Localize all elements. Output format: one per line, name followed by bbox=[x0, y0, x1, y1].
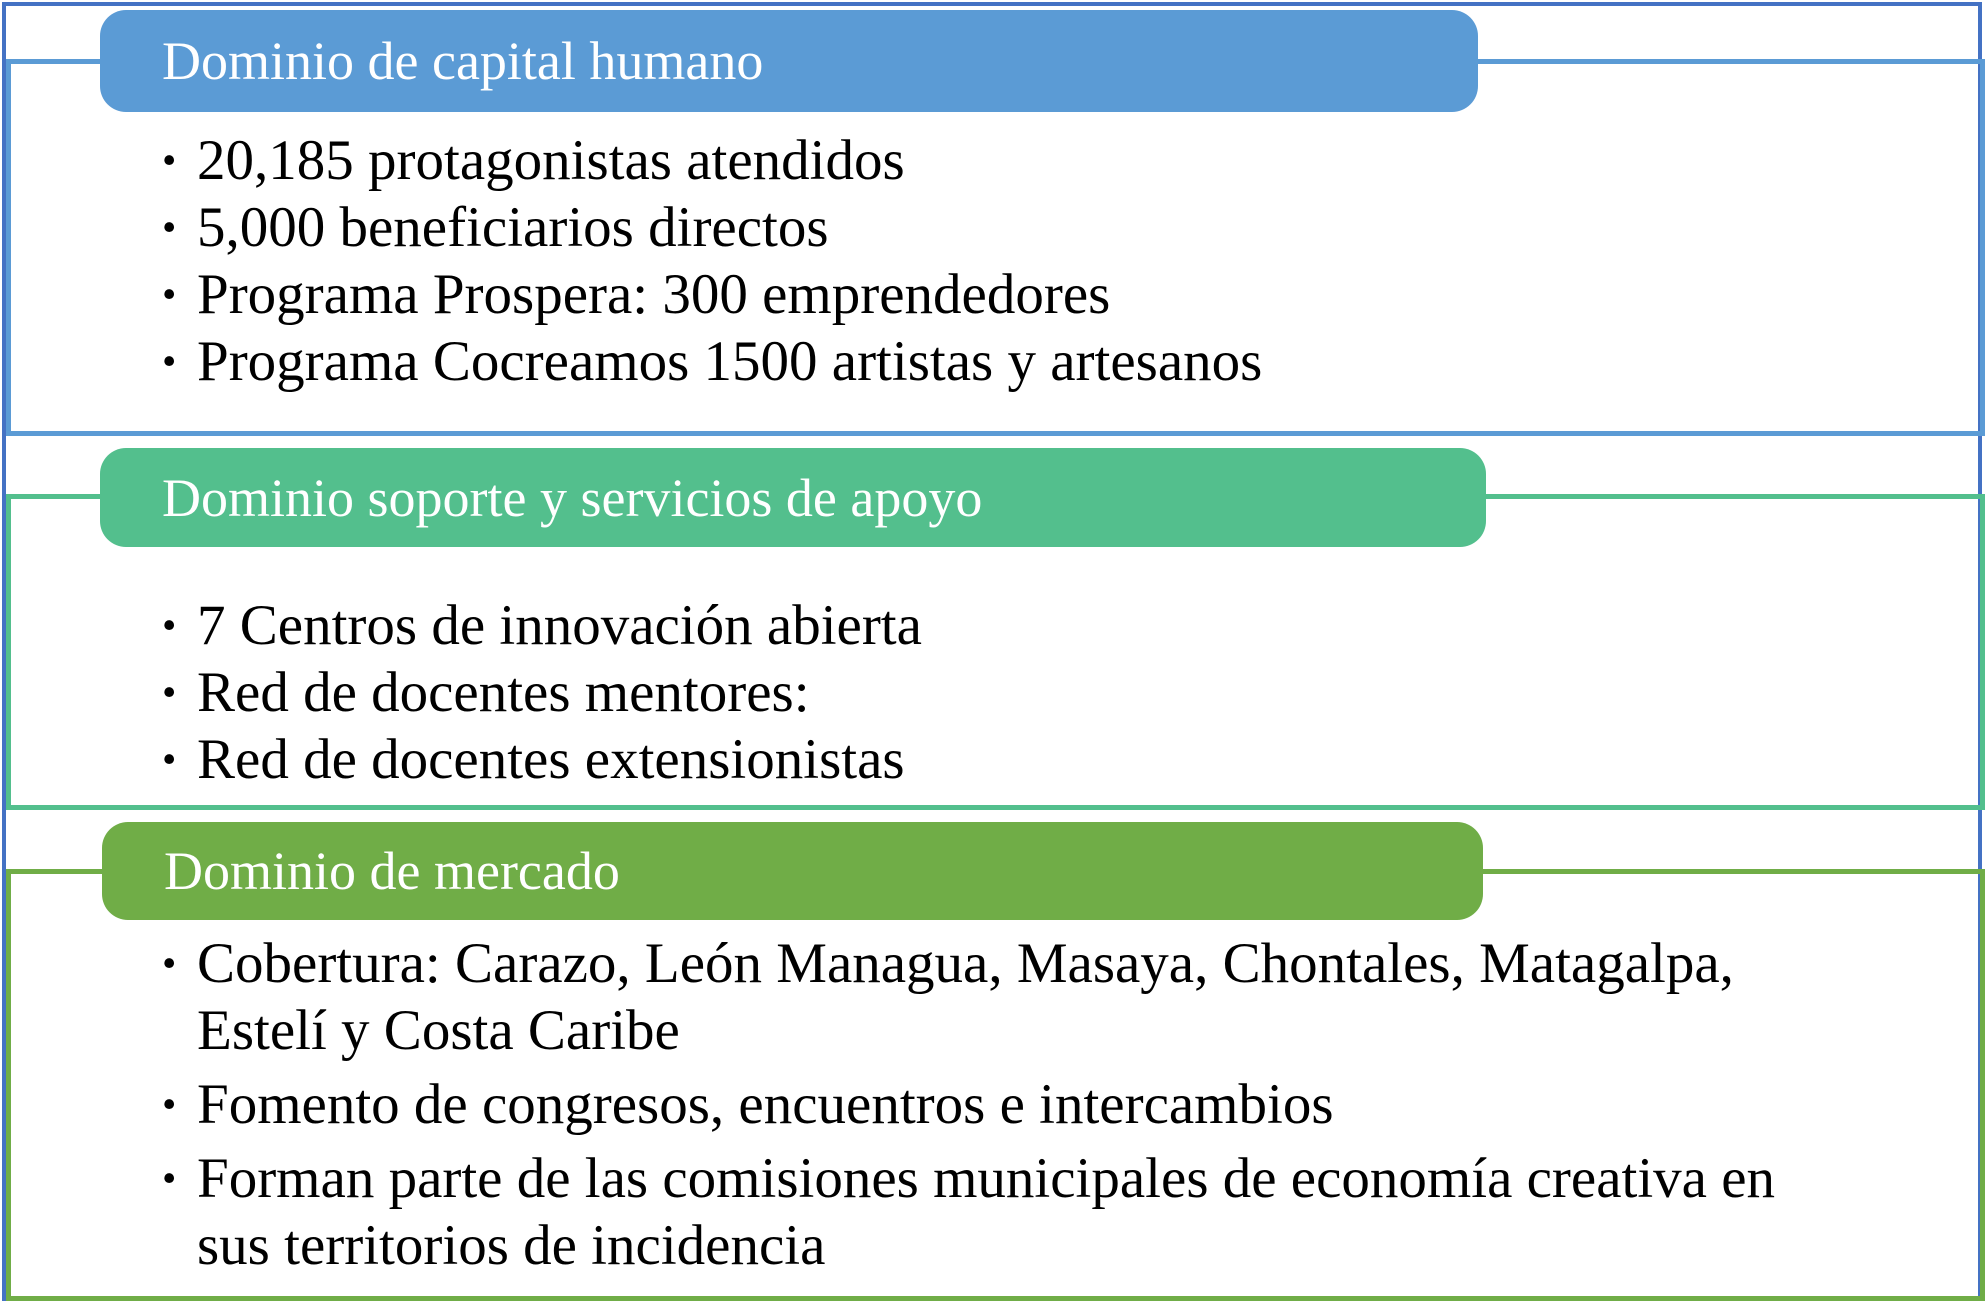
bullet-item: • 20,185 protagonistas atendidos bbox=[160, 127, 1822, 194]
bullet-item: • Fomento de congresos, encuentros e intercambios bbox=[160, 1071, 1822, 1138]
bullet-item: • Forman parte de las comisiones municipales de economía creativa en sus territorios de incidencia bbox=[160, 1145, 1822, 1279]
bullet-item: • Programa Cocreamos 1500 artistas y artesanos bbox=[160, 328, 1822, 395]
section-capital-humano-bullets bbox=[160, 127, 1822, 395]
section-soporte-header bbox=[100, 448, 1486, 547]
section-soporte-title: Dominio soporte y servicios de apoyo bbox=[162, 467, 983, 528]
bullet-item: • 7 Centros de innovación abierta bbox=[160, 592, 1822, 659]
section-soporte-bullets bbox=[160, 592, 1822, 793]
bullet-item: • 5,000 beneficiarios directos bbox=[160, 194, 1822, 261]
bullet-item: • Programa Prospera: 300 emprendedores bbox=[160, 261, 1822, 328]
bullet-item: • Red de docentes mentores: bbox=[160, 659, 1822, 726]
section-capital-humano-title: Dominio de capital humano bbox=[162, 31, 764, 91]
bullet-item: • Red de docentes extensionistas bbox=[160, 726, 1822, 793]
section-mercado-header bbox=[102, 822, 1483, 920]
bullet-item: • Cobertura: Carazo, León Managua, Masaya, Chontales, Matagalpa, Estelí y Costa Caribe bbox=[160, 930, 1822, 1064]
section-mercado-bullets bbox=[160, 930, 1822, 1286]
section-capital-humano-header bbox=[100, 10, 1478, 112]
section-mercado-title: Dominio de mercado bbox=[164, 841, 620, 901]
